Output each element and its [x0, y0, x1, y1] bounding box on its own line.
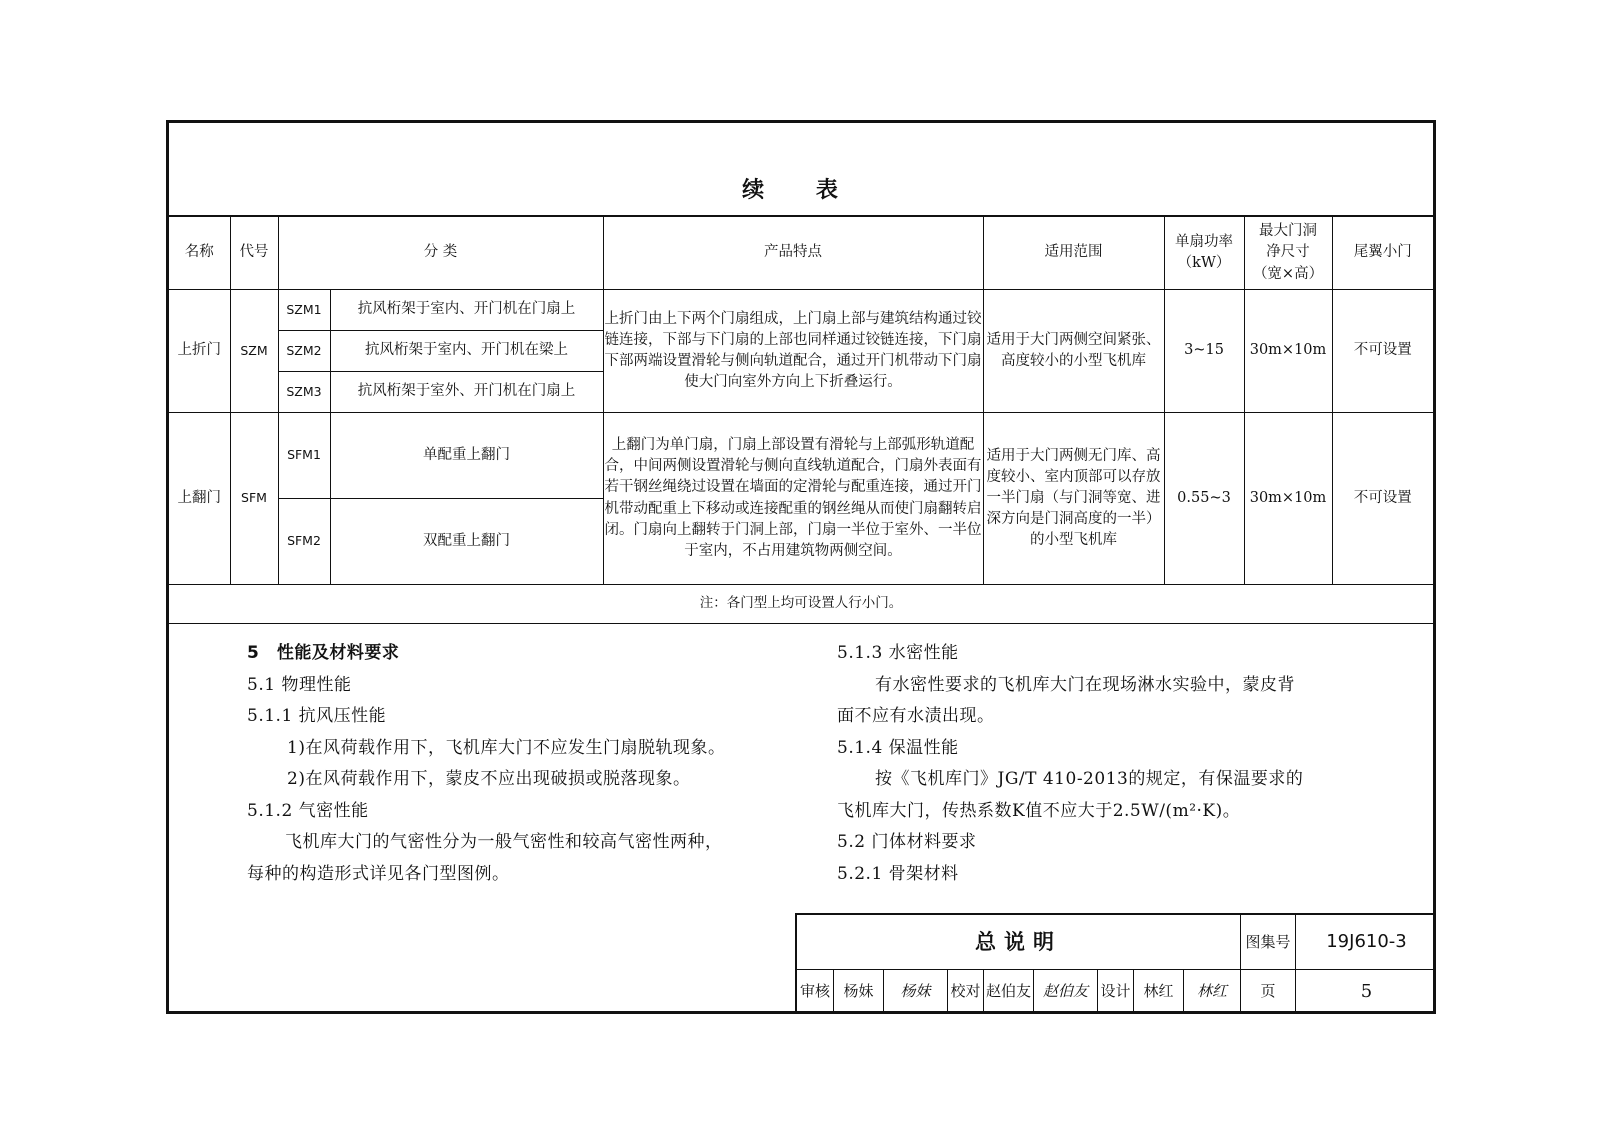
subtype-desc: 单配重上翻门	[330, 413, 603, 499]
subtype-code: SFM1	[278, 413, 330, 499]
design-label: 设计	[1097, 969, 1133, 1014]
atlas-label: 图集号	[1240, 915, 1295, 969]
header-size-line2: 净尺寸	[1266, 244, 1310, 261]
header-features: 产品特点	[603, 216, 983, 290]
paragraph-line: 每种的构造形式详见各门型图例。	[247, 863, 510, 884]
header-power	[1164, 216, 1244, 290]
header-tail-door: 尾翼小门	[1332, 216, 1433, 290]
row-features-szm: 上折门由上下两个门扇组成，上门扇上部与建筑结构通过铰链连接，下部与下门扇的上部也同样通过铰链连接，下门扇下部两端设置滑轮与侧向轨道配合，通过开门机带动下门扇使大门向室外方向上下折叠运行。	[603, 290, 983, 413]
row-features-sfm: 上翻门为单门扇，门扇上部设置有滑轮与上部弧形轨道配合，中间两侧设置滑轮与侧向直线轨道配合，门扇外表面有若干钢丝绳绕过设置在墙面的定滑轮与配重连接，通过开门机带动配重上下移动或连接配重的钢丝绳从而使门扇翻转启闭。门扇向上翻转于门洞上部，门扇一半位于室外、一半位于室内，不占用建筑物两侧空间。	[603, 413, 983, 585]
paragraph-line: 飞机库大门，传热系数K值不应大于2.5W/(m²·K)。	[837, 800, 1241, 821]
paragraph-line: 飞机库大门的气密性分为一般气密性和较高气密性两种，	[285, 832, 723, 852]
atlas-number: 19J610-3	[1295, 915, 1437, 969]
body-right-column	[837, 638, 1303, 890]
row-tail-door-sfm: 不可设置	[1332, 413, 1433, 585]
designer-signature: 林红	[1183, 969, 1240, 1014]
section-heading: 5 性能及材料要求	[247, 643, 400, 663]
row-scope-szm: 适用于大门两侧空间紧张、高度较小的小型飞机库	[983, 290, 1164, 413]
header-power-line1: 单扇功率	[1175, 233, 1234, 250]
door-type-table	[169, 215, 1433, 624]
subsection-heading: 5.1 物理性能	[247, 674, 352, 695]
reviewer-signature: 杨妹	[883, 969, 947, 1014]
subtype-desc: 双配重上翻门	[330, 499, 603, 585]
subtype-code: SZM1	[278, 290, 330, 331]
table-row	[169, 290, 1433, 331]
table-row	[169, 413, 1433, 499]
checker-name: 赵伯友	[983, 969, 1033, 1014]
header-name: 名称	[169, 216, 230, 290]
title-block	[795, 913, 1435, 1014]
row-name-szm: 上折门	[169, 290, 230, 413]
page-label: 页	[1240, 969, 1295, 1014]
reviewer-name: 杨妹	[833, 969, 883, 1014]
drawing-frame	[166, 120, 1436, 1014]
row-tail-door-szm: 不可设置	[1332, 290, 1433, 413]
row-name-sfm: 上翻门	[169, 413, 230, 585]
paragraph-line: 有水密性要求的飞机库大门在现场淋水实验中，蒙皮背	[875, 674, 1295, 695]
paragraph-line: 1)在风荷载作用下，飞机库大门不应发生门扇脱轨现象。	[287, 737, 726, 758]
paragraph-line: 2)在风荷载作用下，蒙皮不应出现破损或脱落现象。	[287, 769, 691, 789]
table-title: 续 表	[742, 178, 860, 203]
subtype-code: SZM3	[278, 372, 330, 413]
table-note-row	[169, 585, 1433, 624]
table-note: 注：各门型上均可设置人行小门。	[169, 585, 1433, 624]
row-code-szm: SZM	[230, 290, 278, 413]
subsection-heading: 5.2 门体材料要求	[837, 832, 977, 852]
designer-name: 林红	[1133, 969, 1183, 1014]
header-power-line2: （kW）	[1177, 255, 1231, 271]
subsection-heading: 5.1.2 气密性能	[247, 800, 369, 821]
row-power-sfm: 0.55~3	[1164, 413, 1244, 585]
subtype-code: SZM2	[278, 331, 330, 372]
paragraph-line: 按《飞机库门》JG/T 410-2013的规定，有保温要求的	[875, 769, 1304, 789]
title-block-row-signatures	[797, 969, 1435, 1014]
subsection-heading: 5.1.4 保温性能	[837, 737, 959, 758]
header-scope: 适用范围	[983, 216, 1164, 290]
header-size-line1: 最大门洞	[1259, 223, 1318, 240]
subsection-heading: 5.1.3 水密性能	[837, 643, 959, 663]
title-block-row-title	[797, 915, 1435, 970]
header-category: 分 类	[278, 216, 603, 290]
body-left-column	[247, 638, 725, 890]
row-power-szm: 3~15	[1164, 290, 1244, 413]
drawing-title: 总说明	[975, 930, 1062, 954]
checker-signature: 赵伯友	[1033, 969, 1097, 1014]
page-number: 5	[1295, 969, 1437, 1014]
row-size-sfm: 30m×10m	[1244, 413, 1332, 585]
subtype-code: SFM2	[278, 499, 330, 585]
row-size-szm: 30m×10m	[1244, 290, 1332, 413]
row-scope-sfm: 适用于大门两侧无门库、高度较小、室内顶部可以存放一半门扇（与门洞等宽、进深方向是门洞高度的一半）的小型飞机库	[983, 413, 1164, 585]
check-label: 校对	[947, 969, 983, 1014]
subtype-desc: 抗风桁架于室内、开门机在门扇上	[330, 290, 603, 331]
subtype-desc: 抗风桁架于室内、开门机在梁上	[330, 331, 603, 372]
header-size-line3: （宽×高）	[1252, 265, 1324, 282]
table-header-row	[169, 216, 1433, 290]
review-label: 审核	[799, 982, 830, 1000]
header-size	[1244, 216, 1332, 290]
header-code: 代号	[230, 216, 278, 290]
subtype-desc: 抗风桁架于室外、开门机在门扇上	[330, 372, 603, 413]
row-code-sfm: SFM	[230, 413, 278, 585]
paragraph-line: 面不应有水渍出现。	[837, 706, 995, 726]
subsection-heading: 5.1.1 抗风压性能	[247, 706, 387, 726]
subsection-heading: 5.2.1 骨架材料	[837, 863, 959, 884]
